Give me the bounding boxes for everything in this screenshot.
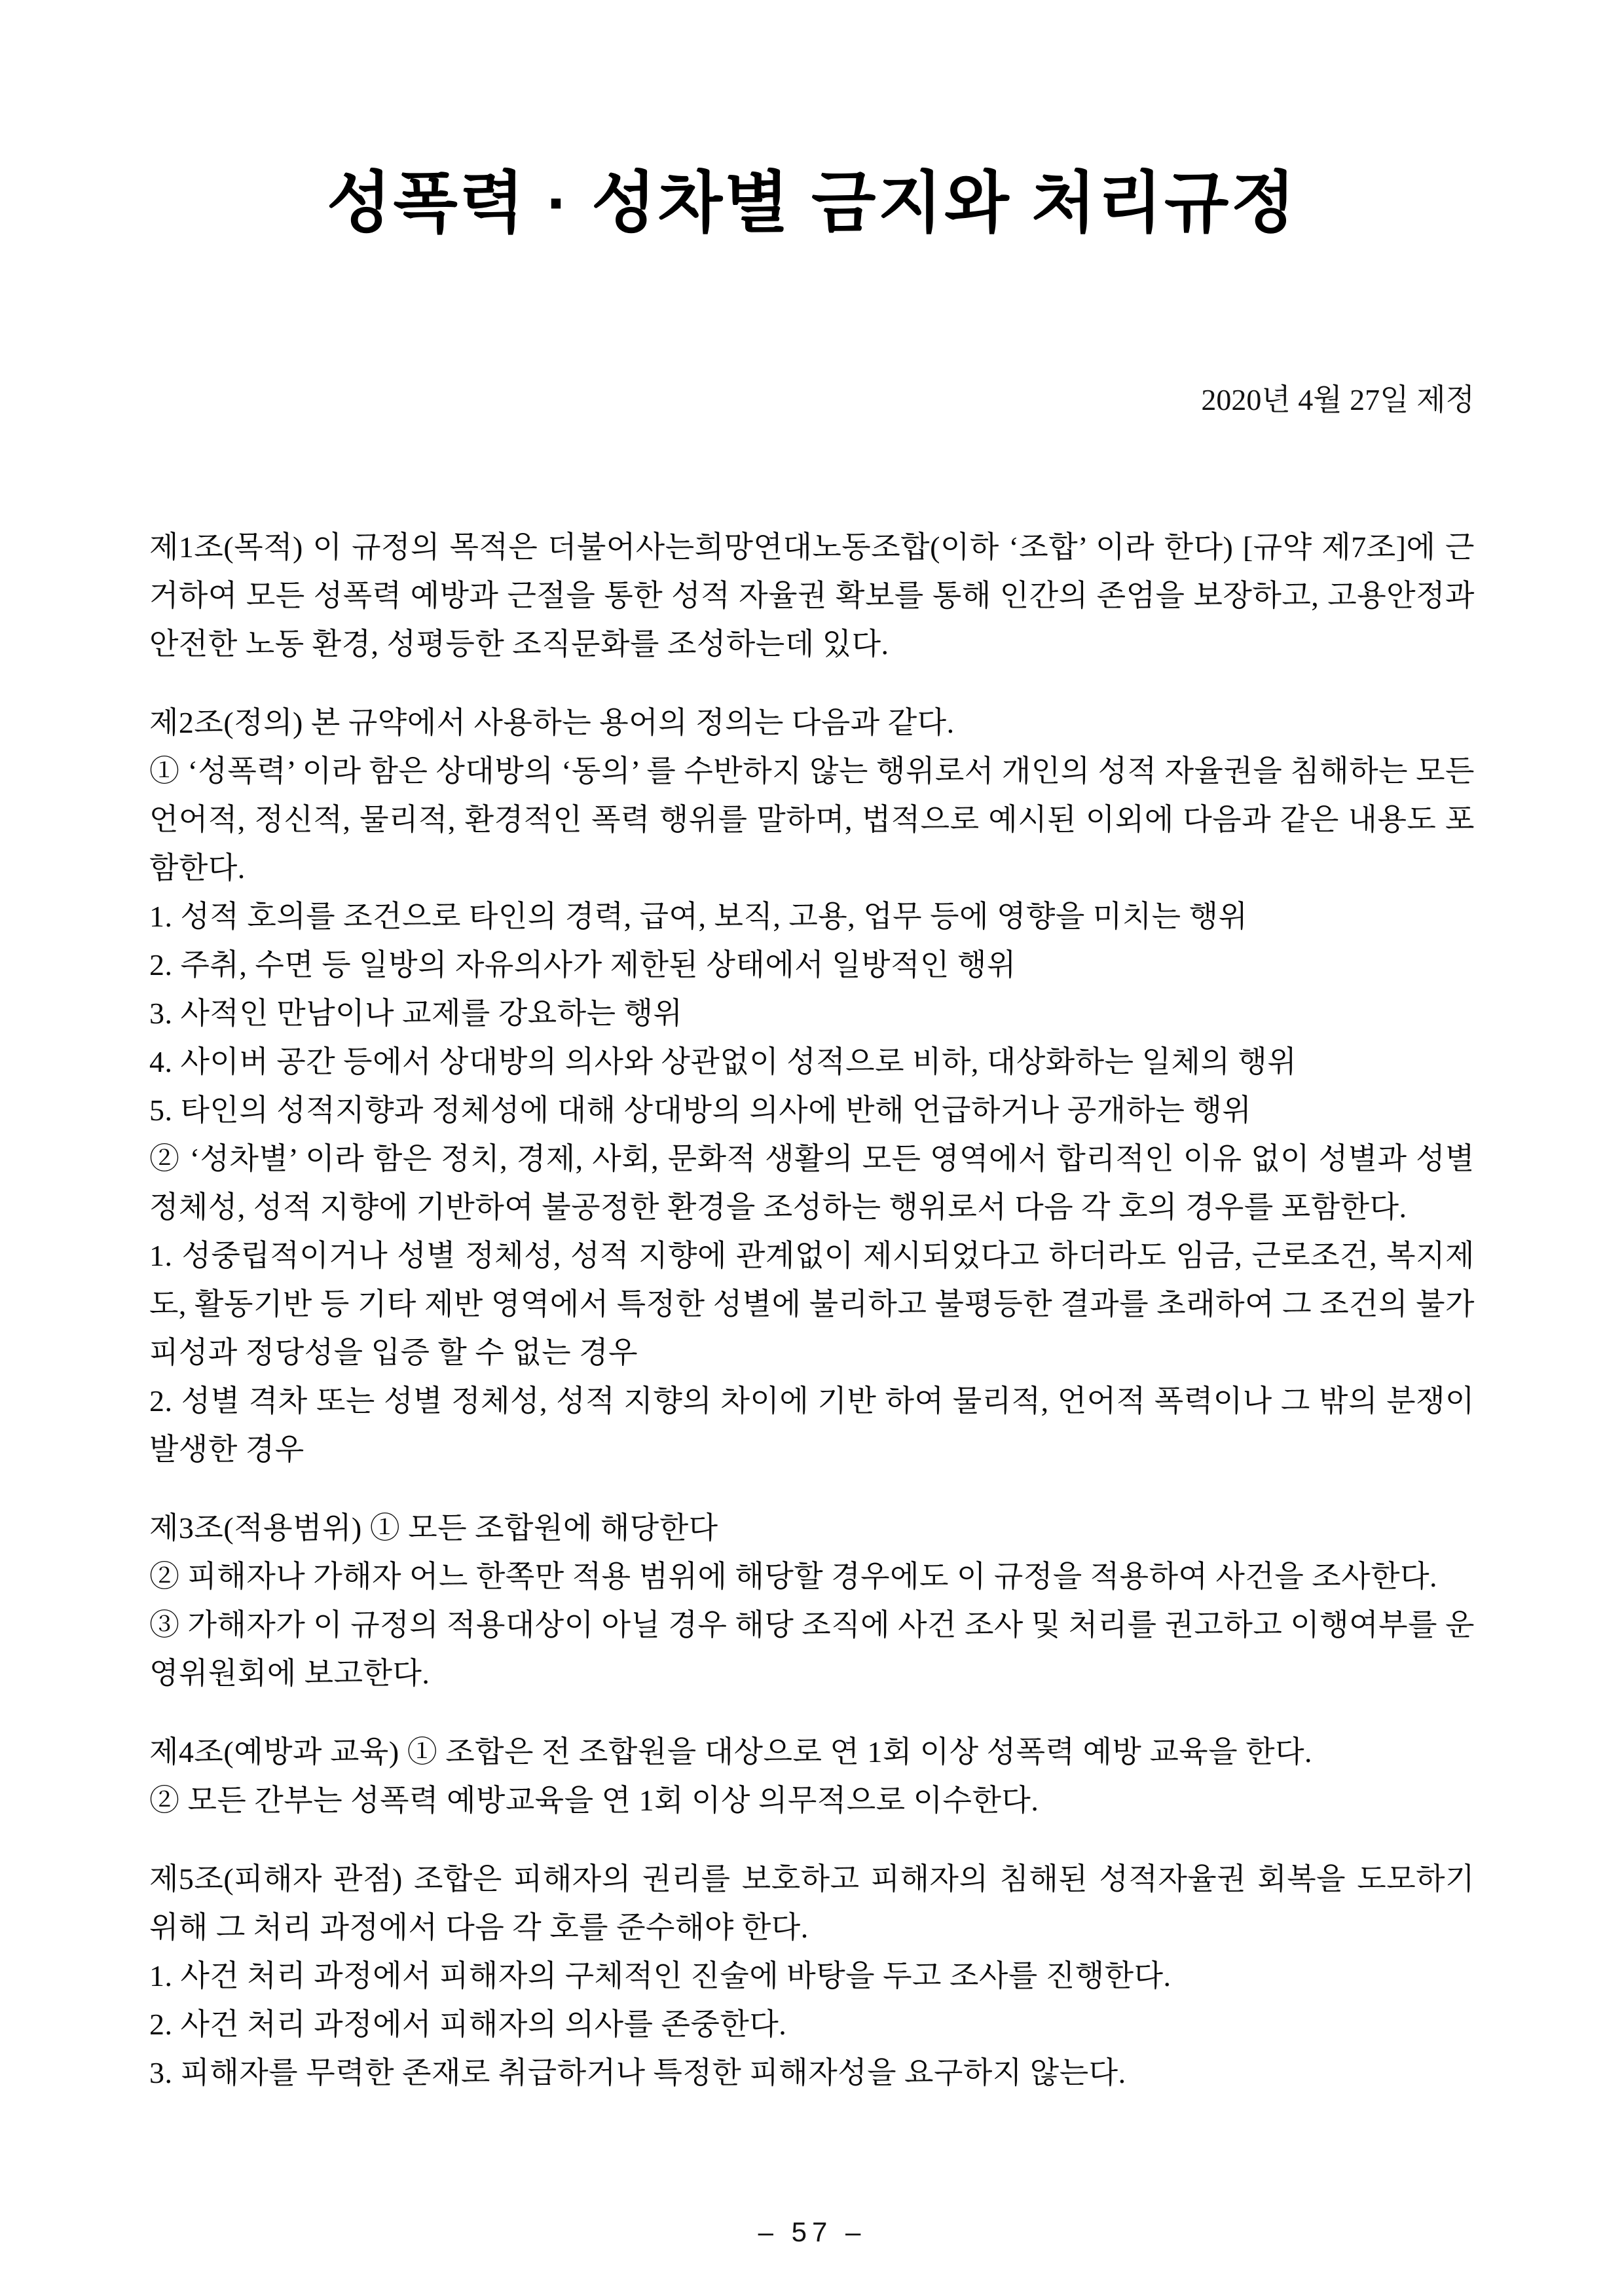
article-paragraph: 5. 타인의 성적지향과 정체성에 대해 상대방의 의사에 반해 언급하거나 공개하는 행위 xyxy=(149,1093,1252,1128)
article-paragraph: ② 모든 간부는 성폭력 예방교육을 연 1회 이상 의무적으로 이수한다. xyxy=(149,1784,1039,1818)
article-5 xyxy=(149,1855,1475,2097)
article-3 xyxy=(149,1504,1475,1698)
article-paragraph: 3. 사적인 만남이나 교제를 강요하는 행위 xyxy=(149,997,683,1031)
article-paragraph: 제4조(예방과 교육) ① 조합은 전 조합원을 대상으로 연 1회 이상 성폭력 예방 교육을 한다. xyxy=(149,1735,1313,1769)
enactment-date: 2020년 4월 27일 제정 xyxy=(1201,383,1475,417)
article-paragraph: 4. 사이버 공간 등에서 상대방의 의사와 상관없이 성적으로 비하, 대상화하는 일체의 행위 xyxy=(149,1045,1297,1079)
article-paragraph: 1. 성중립적이거나 성별 정체성, 성적 지향에 관계없이 제시되었다고 하더라도 임금, 근로조건, 복지제도, 활동기반 등 기타 제반 영역에서 특정한 성별에 불리하고 불평등한 결과를 초래하여 그 조건의 불가피성과 정당성을 입증 할 수 없는 경우 xyxy=(149,1239,1475,1370)
article-paragraph: 제2조(정의) 본 규약에서 사용하는 용어의 정의는 다음과 같다. xyxy=(149,706,955,740)
article-paragraph: 1. 사건 처리 과정에서 피해자의 구체적인 진술에 바탕을 두고 조사를 진행한다. xyxy=(149,1959,1172,1993)
article-paragraph: 3. 피해자를 무력한 존재로 취급하거나 특정한 피해자성을 요구하지 않는다. xyxy=(149,2056,1126,2090)
article-paragraph: 2. 성별 격차 또는 성별 정체성, 성적 지향의 차이에 기반 하여 물리적, 언어적 폭력이나 그 밖의 분쟁이 발생한 경우 xyxy=(149,1384,1475,1467)
page-number: – 57 – xyxy=(758,2216,866,2247)
article-paragraph: 2. 주취, 수면 등 일방의 자유의사가 제한된 상태에서 일방적인 행위 xyxy=(149,948,1016,982)
article-paragraph: 2. 사건 처리 과정에서 피해자의 의사를 존중한다. xyxy=(149,2008,787,2042)
article-paragraph: 제1조(목적) 이 규정의 목적은 더불어사는희망연대노동조합(이하 ‘조합’ 이라 한다) [규약 제7조]에 근거하여 모든 성폭력 예방과 근절을 통한 성적 자율권 확보를 통해 인간의 존엄을 보장하고, 고용안정과 안전한 노동 환경, 성평등한 조직문화를 조성하는데 있다. xyxy=(149,530,1475,661)
document-body xyxy=(149,523,1475,2097)
article-paragraph: 제5조(피해자 관점) 조합은 피해자의 권리를 보호하고 피해자의 침해된 성적자율권 회복을 도모하기 위해 그 처리 과정에서 다음 각 호를 준수해야 한다. xyxy=(149,1862,1475,1945)
article-paragraph: ② 피해자나 가해자 어느 한쪽만 적용 범위에 해당할 경우에도 이 규정을 적용하여 사건을 조사한다. xyxy=(149,1560,1438,1594)
article-paragraph: ② ‘성차별’ 이라 함은 정치, 경제, 사회, 문화적 생활의 모든 영역에서 합리적인 이유 없이 성별과 성별 정체성, 성적 지향에 기반하여 불공정한 환경을 조성하는 행위로서 다음 각 호의 경우를 포함한다. xyxy=(149,1142,1475,1224)
article-paragraph: 1. 성적 호의를 조건으로 타인의 경력, 급여, 보직, 고용, 업무 등에 영향을 미치는 행위 xyxy=(149,900,1248,934)
article-paragraph: 제3조(적용범위) ① 모든 조합원에 해당한다 xyxy=(149,1511,718,1545)
document-title: 성폭력 · 성차별 금지와 처리규정 xyxy=(326,166,1298,240)
article-1 xyxy=(149,523,1475,669)
article-paragraph: ① ‘성폭력’ 이라 함은 상대방의 ‘동의’ 를 수반하지 않는 행위로서 개인의 성적 자율권을 침해하는 모든 언어적, 정신적, 물리적, 환경적인 폭력 행위를 말하며, 법적으로 예시된 이외에 다음과 같은 내용도 포함한다. xyxy=(149,754,1475,885)
article-4 xyxy=(149,1728,1475,1825)
document-content xyxy=(149,0,1475,2097)
article-2 xyxy=(149,699,1475,1474)
article-paragraph: ③ 가해자가 이 규정의 적용대상이 아닐 경우 해당 조직에 사건 조사 및 처리를 권고하고 이행여부를 운영위원회에 보고한다. xyxy=(149,1608,1475,1691)
